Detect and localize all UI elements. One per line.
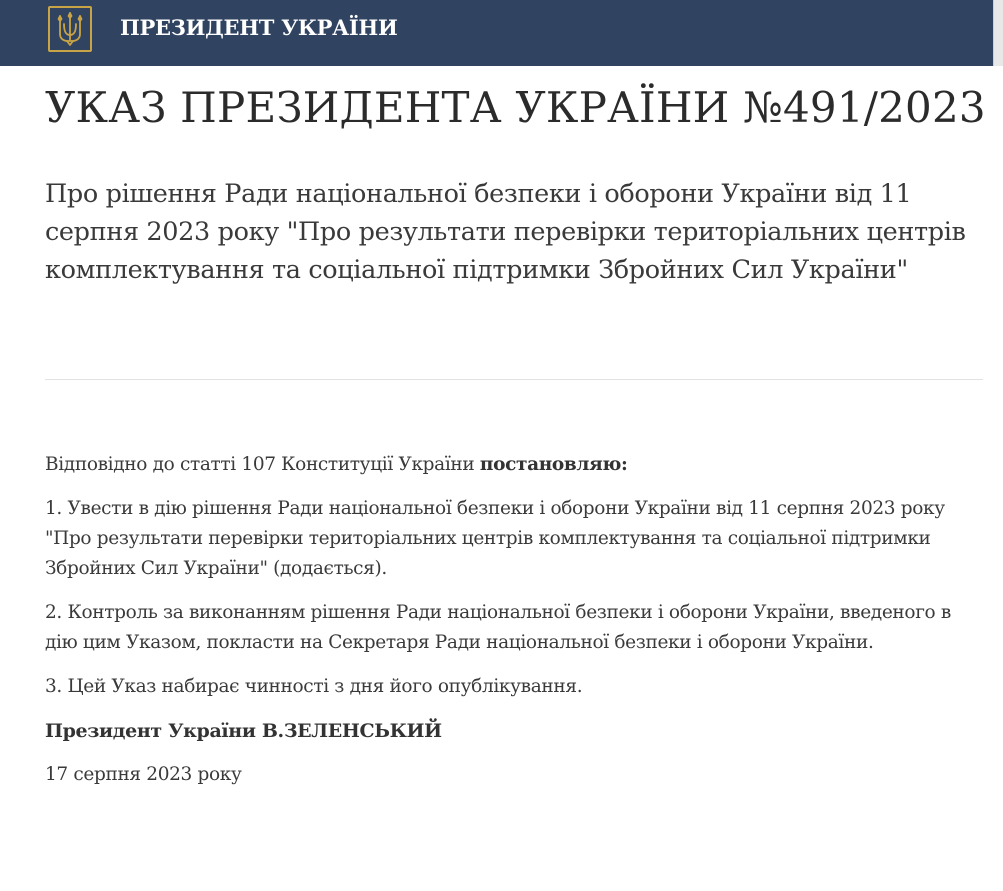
scrollbar[interactable]	[993, 0, 1003, 66]
decree-item-3: 3. Цей Указ набирає чинності з дня його опублікування.	[45, 676, 583, 697]
signature: Президент України В.ЗЕЛЕНСЬКИЙ	[45, 720, 442, 742]
preamble-text: Відповідно до статті 107 Конституції України	[45, 454, 480, 475]
decree-item-2: 2. Контроль за виконанням рішення Ради національної безпеки і оборони України, введеного в дію цим Указом, покласти на Секретаря Ради національної безпеки і оборони України.	[45, 602, 951, 653]
preamble	[45, 450, 985, 480]
site-header	[0, 0, 1003, 66]
decree-date: 17 серпня 2023 року	[45, 764, 242, 785]
decree-subtitle: Про рішення Ради національної безпеки і оборони України від 11 серпня 2023 року "Про результати перевірки територіальних центрів комплектування та соціальної підтримки Збройних Сил України"	[45, 179, 966, 285]
preamble-bold: постановляю:	[479, 454, 628, 475]
trident-icon	[55, 10, 85, 48]
site-title[interactable]: ПРЕЗИДЕНТ УКРАЇНИ	[120, 15, 398, 40]
site-logo[interactable]	[48, 6, 92, 52]
decree-item-1: 1. Увести в дію рішення Ради національної безпеки і оборони України від 11 серпня 2023 року "Про результати перевірки територіальних центрів комплектування та соціальної підтримки Збройних Сил України" (додається).	[45, 498, 945, 579]
decree-body	[45, 450, 985, 804]
divider	[45, 379, 983, 380]
page-title: УКАЗ ПРЕЗИДЕНТА УКРАЇНИ №491/2023	[45, 83, 986, 132]
